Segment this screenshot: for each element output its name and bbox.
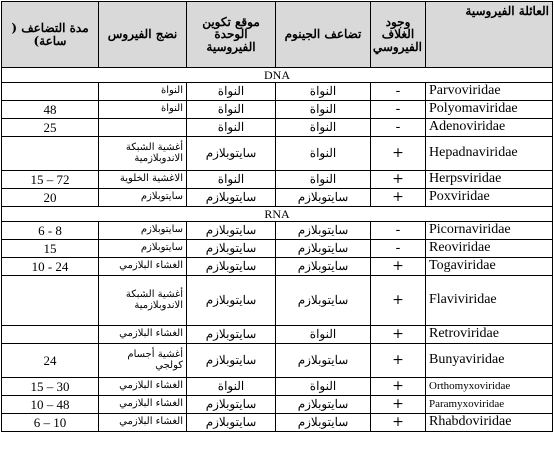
envelope-cell: -: [371, 101, 426, 119]
genome-replication-cell: النواة: [276, 171, 371, 189]
maturation-cell: الغشاء البلازمي: [99, 326, 187, 344]
table-row: [2, 171, 553, 189]
family-cell: Togaviridae: [426, 258, 553, 276]
table-row: [2, 189, 553, 207]
maturation-cell: [99, 119, 187, 137]
family-cell: Hepadnaviridae: [426, 137, 553, 171]
genome-replication-cell: سايتوبلازم: [276, 414, 371, 432]
assembly-site-cell: النواة: [187, 119, 276, 137]
maturation-cell: أغشية أجسام كولجي: [99, 344, 187, 378]
header-family: العائلة الفيروسية: [426, 2, 553, 68]
maturation-cell: أغشية الشبكة الاندوبلازمية: [99, 137, 187, 171]
assembly-site-cell: سايتوبلازم: [187, 396, 276, 414]
assembly-site-cell: سايتوبلازم: [187, 326, 276, 344]
header-duration: مدة التضاعف ( ساعة): [2, 2, 99, 68]
assembly-site-cell: النواة: [187, 171, 276, 189]
maturation-cell: سايتوبلازم: [99, 240, 187, 258]
assembly-site-cell: النواة: [187, 101, 276, 119]
genome-replication-cell: سايتوبلازم: [276, 276, 371, 326]
table-row: [2, 258, 553, 276]
duration-cell: 10 – 48: [2, 396, 99, 414]
maturation-cell: الغشاء البلازمي: [99, 378, 187, 396]
maturation-cell: الغشاء البلازمي: [99, 414, 187, 432]
assembly-site-cell: النواة: [187, 83, 276, 101]
assembly-site-cell: النواة: [187, 378, 276, 396]
duration-cell: [2, 83, 99, 101]
maturation-cell: الاغشية الخلوية: [99, 171, 187, 189]
maturation-cell: أغشية الشبكة الاندوبلازمية: [99, 276, 187, 326]
assembly-site-cell: سايتوبلازم: [187, 258, 276, 276]
family-cell: Polyomaviridae: [426, 101, 553, 119]
family-cell: Reoviridae: [426, 240, 553, 258]
family-cell: Poxviridae: [426, 189, 553, 207]
family-cell: Bunyaviridae: [426, 344, 553, 378]
envelope-cell: +: [371, 378, 426, 396]
maturation-cell: الغشاء البلازمي: [99, 396, 187, 414]
genome-replication-cell: النواة: [276, 101, 371, 119]
table-body: [2, 68, 553, 432]
table-row: [2, 276, 553, 326]
duration-cell: 20: [2, 189, 99, 207]
assembly-site-cell: سايتوبلازم: [187, 137, 276, 171]
maturation-cell: سايتوبلازم: [99, 189, 187, 207]
envelope-cell: -: [371, 83, 426, 101]
genome-replication-cell: سايتوبلازم: [276, 258, 371, 276]
family-cell: Parvoviridae: [426, 83, 553, 101]
envelope-cell: +: [371, 396, 426, 414]
assembly-site-cell: سايتوبلازم: [187, 240, 276, 258]
table-header-row: [2, 2, 553, 68]
envelope-cell: +: [371, 171, 426, 189]
duration-cell: [2, 276, 99, 326]
envelope-cell: -: [371, 119, 426, 137]
table-row: [2, 83, 553, 101]
genome-replication-cell: النواة: [276, 378, 371, 396]
table-row: [2, 119, 553, 137]
envelope-cell: +: [371, 414, 426, 432]
maturation-cell: الغشاء البلازمي: [99, 258, 187, 276]
header-genome-replication: تضاعف الجينوم: [276, 2, 371, 68]
table-row: [2, 240, 553, 258]
maturation-cell: النواة: [99, 83, 187, 101]
section-label: DNA: [2, 68, 553, 83]
family-cell: Rhabdoviridae: [426, 414, 553, 432]
genome-replication-cell: سايتوبلازم: [276, 396, 371, 414]
duration-cell: 15: [2, 240, 99, 258]
table-row: [2, 396, 553, 414]
table-row: [2, 222, 553, 240]
table-row: [2, 344, 553, 378]
table-row: [2, 414, 553, 432]
assembly-site-cell: سايتوبلازم: [187, 344, 276, 378]
header-envelope: وجود الغلاف الفيروسي: [371, 2, 426, 68]
genome-replication-cell: النواة: [276, 137, 371, 171]
family-cell: Flaviviridae: [426, 276, 553, 326]
genome-replication-cell: سايتوبلازم: [276, 240, 371, 258]
duration-cell: 6 – 10: [2, 414, 99, 432]
assembly-site-cell: سايتوبلازم: [187, 189, 276, 207]
envelope-cell: +: [371, 258, 426, 276]
table-row: [2, 101, 553, 119]
duration-cell: 15 – 30: [2, 378, 99, 396]
duration-cell: 6 - 8: [2, 222, 99, 240]
virus-replication-table: [1, 1, 553, 432]
envelope-cell: +: [371, 189, 426, 207]
envelope-cell: -: [371, 222, 426, 240]
genome-replication-cell: سايتوبلازم: [276, 344, 371, 378]
genome-replication-cell: سايتوبلازم: [276, 189, 371, 207]
genome-replication-cell: سايتوبلازم: [276, 222, 371, 240]
duration-cell: [2, 137, 99, 171]
maturation-cell: سايتوبلازم: [99, 222, 187, 240]
family-cell: Orthomyxoviridae: [426, 378, 553, 396]
table-row: [2, 378, 553, 396]
section-label: RNA: [2, 207, 553, 222]
table-row: [2, 137, 553, 171]
envelope-cell: +: [371, 344, 426, 378]
duration-cell: 15 – 72: [2, 171, 99, 189]
genome-replication-cell: النواة: [276, 326, 371, 344]
header-assembly-site: موقع تكوين الوحدة الفيروسية: [187, 2, 276, 68]
assembly-site-cell: سايتوبلازم: [187, 276, 276, 326]
maturation-cell: النواة: [99, 101, 187, 119]
family-cell: Retroviridae: [426, 326, 553, 344]
genome-replication-cell: النواة: [276, 83, 371, 101]
envelope-cell: +: [371, 326, 426, 344]
duration-cell: 25: [2, 119, 99, 137]
assembly-site-cell: سايتوبلازم: [187, 222, 276, 240]
family-cell: Adenoviridae: [426, 119, 553, 137]
envelope-cell: -: [371, 240, 426, 258]
envelope-cell: +: [371, 137, 426, 171]
duration-cell: 48: [2, 101, 99, 119]
family-cell: Herpsviridae: [426, 171, 553, 189]
duration-cell: 10 - 24: [2, 258, 99, 276]
assembly-site-cell: سايتوبلازم: [187, 414, 276, 432]
envelope-cell: +: [371, 276, 426, 326]
family-cell: Paramyxoviridae: [426, 396, 553, 414]
duration-cell: 24: [2, 344, 99, 378]
duration-cell: [2, 326, 99, 344]
section-row: [2, 207, 553, 222]
family-cell: Picornaviridae: [426, 222, 553, 240]
genome-replication-cell: النواة: [276, 119, 371, 137]
header-maturation: نضج الفيروس: [99, 2, 187, 68]
table-row: [2, 326, 553, 344]
section-row: [2, 68, 553, 83]
